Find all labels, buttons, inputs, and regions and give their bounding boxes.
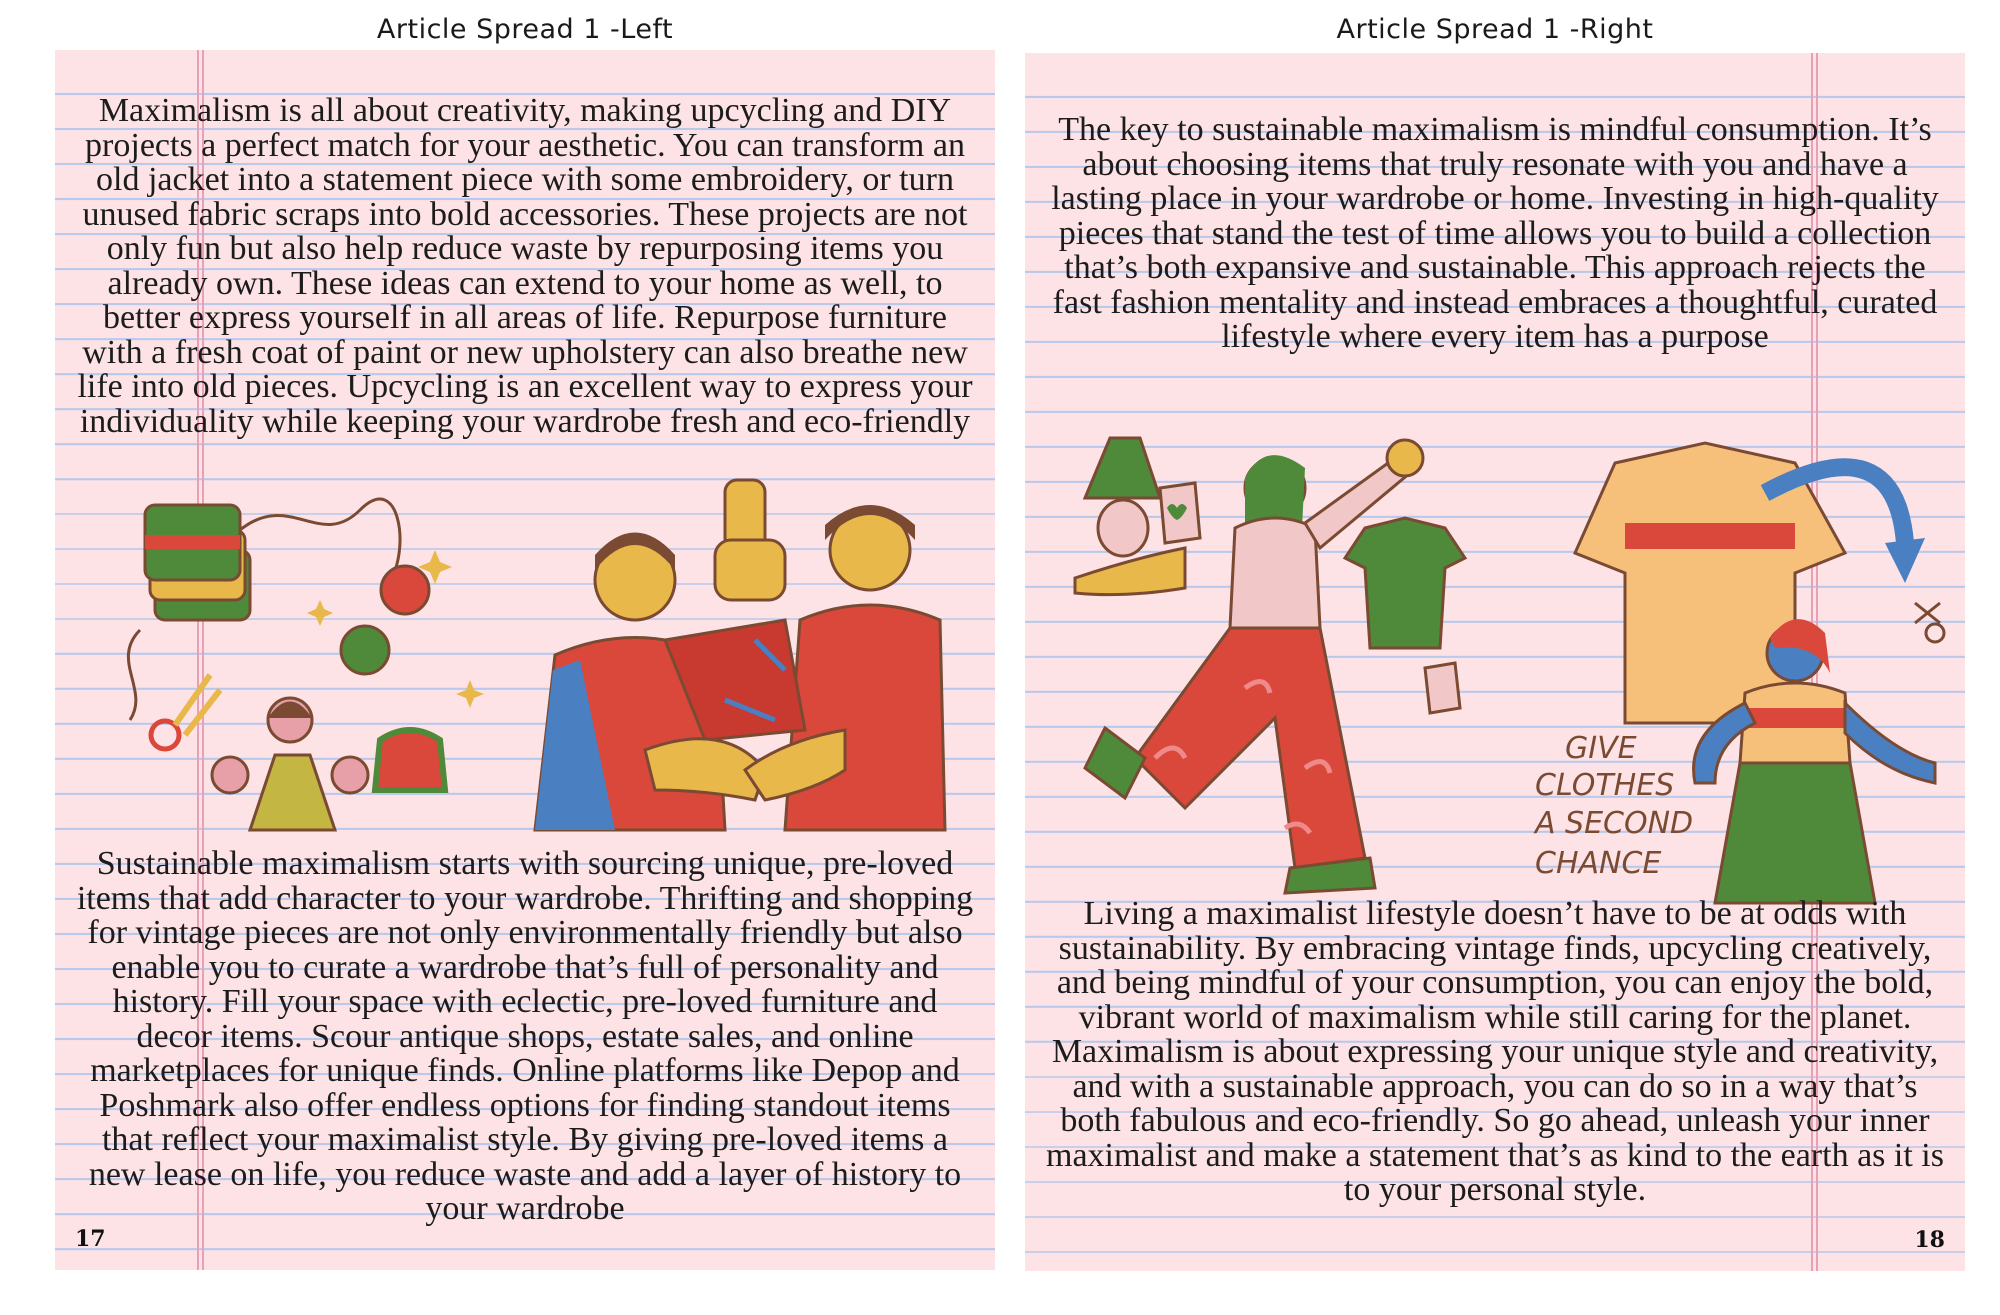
upcycling-illustration — [110, 490, 530, 835]
clothing-swap-illustration — [525, 470, 950, 835]
thrift-shopper-illustration — [1065, 428, 1505, 918]
page-number-left: 17 — [75, 1226, 106, 1252]
right-page — [1025, 53, 1965, 1271]
left-paragraph-bottom: Sustainable maximalism starts with sourcing unique, pre-loved items that add character to your wardrobe. Thrifting and shopping for vintage pieces are not only environmentally friendly but also enable you to curate a wardrobe that’s full of personality and history. Fill your space with eclectic, pre-loved furniture and decor items. Scour antique shops, estate sales, and online marketplaces for unique finds. Online platforms like Depop and Poshmark also offer endless options for finding standout items that reflect your maximalist style. By giving pre-loved items a new lease on life, you reduce waste and add a layer of history to your wardrobe — [76, 845, 974, 1227]
right-spread-label: Article Spread 1 -Right — [1336, 14, 1654, 45]
second-chance-illustration — [1515, 433, 1960, 933]
page-number-right: 18 — [1914, 1227, 1945, 1253]
illustration-text-line-3: A SECOND — [1535, 806, 1694, 841]
illustration-text-line-1: GIVE — [1565, 731, 1637, 766]
left-paragraph-top: Maximalism is all about creativity, making upcycling and DIY projects a perfect match for your aesthetic. You can transform an old jacket into a statement piece with some embroidery, or turn unused fabric scraps into bold accessories. These projects are not only fun but also help reduce waste by repurposing items you already own. These ideas can extend to your home as well, to better express yourself in all areas of life. Repurpose furniture with a fresh coat of paint or new upholstery can also breathe new life into old pieces. Upcycling is an excellent way to express your individuality while keeping your wardrobe fresh and eco-friendly — [77, 92, 973, 440]
right-paragraph-top: The key to sustainable maximalism is mindful consumption. It’s about choosing items that truly resonate with you and have a lasting place in your wardrobe or home. Investing in high-quality pieces that stand the test of time allows you to build a collection that’s both expansive and sustainable. This approach rejects the fast fashion mentality and instead embraces a thoughtful, curated lifestyle where every item has a purpose — [1051, 111, 1939, 355]
left-spread-label: Article Spread 1 -Left — [376, 14, 674, 45]
illustration-text-line-4: CHANCE — [1535, 846, 1662, 881]
right-paragraph-bottom: Living a maximalist lifestyle doesn’t have to be at odds with sustainability. By embracing vintage finds, upcycling creatively, and being mindful of your consumption, you can enjoy the bold, vibrant world of maximalism while still caring for the planet. Maximalism is about expressing your unique style and creativity, and with a sustainable approach, you can do so in a way that’s both fabulous and eco-friendly. So go ahead, unleash your inner maximalist and make a statement that’s as kind to the earth as it is to your personal style. — [1046, 895, 1944, 1208]
illustration-text-line-2: CLOTHES — [1535, 768, 1675, 803]
left-page — [55, 50, 995, 1270]
